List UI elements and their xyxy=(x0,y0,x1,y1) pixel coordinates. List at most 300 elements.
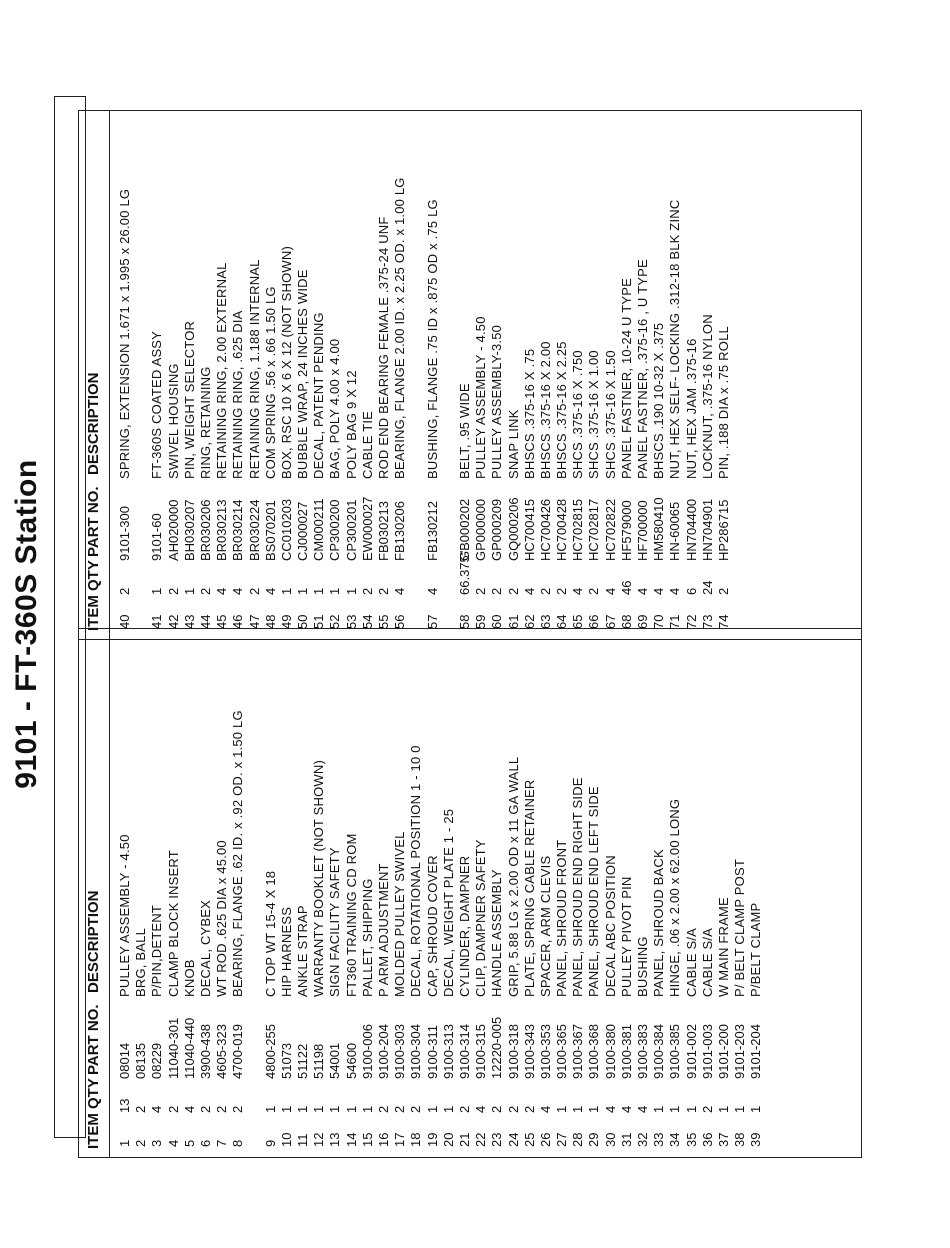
description-cell: PANEL, SHROUD BACK xyxy=(651,849,667,997)
table-row xyxy=(230,111,246,639)
item-cell: 42 xyxy=(165,614,181,629)
table-row xyxy=(700,629,716,1157)
description-cell: BUBBLE WRAP, 24 INCHES WIDE xyxy=(295,269,311,479)
item-cell: 61 xyxy=(505,614,521,629)
qty-cell: 1 xyxy=(732,1105,748,1113)
table-row xyxy=(311,111,327,639)
item-cell: 14 xyxy=(343,1132,359,1147)
part-no-cell: FB030213 xyxy=(376,501,392,561)
part-no-cell: 08135 xyxy=(133,1042,149,1079)
item-cell: 16 xyxy=(376,1132,392,1147)
qty-cell: 1 xyxy=(715,1105,731,1113)
qty-cell: 1 xyxy=(295,587,311,595)
part-no-cell: 9101-002 xyxy=(683,1024,699,1079)
description-cell: PANEL FASTNER, .375-16 , U TYPE xyxy=(635,259,651,479)
part-no-cell: 9100-381 xyxy=(618,1024,634,1079)
header-part-no: PART NO. xyxy=(85,1004,102,1075)
part-no-cell: 9100-383 xyxy=(635,1024,651,1079)
part-no-cell: BR030224 xyxy=(246,499,262,561)
table-row xyxy=(554,629,570,1157)
description-cell: FT360 TRAINING CD ROM xyxy=(343,833,359,997)
item-cell: 36 xyxy=(699,1132,715,1147)
qty-cell: 2 xyxy=(376,1105,392,1113)
header-description: DESCRIPTION xyxy=(85,890,102,993)
item-cell: 10 xyxy=(278,1132,294,1147)
table-row xyxy=(133,629,149,1157)
qty-cell: 4 xyxy=(424,587,440,595)
description-cell: NUT, HEX SELF- LOCKING .312-18 BLK ZINC xyxy=(667,199,683,479)
part-no-cell: HF579000 xyxy=(618,500,634,561)
item-cell: 73 xyxy=(699,614,715,629)
description-cell: BOX, RSC 10 X 6 X 12 (NOT SHOWN) xyxy=(278,246,294,479)
qty-cell: 4 xyxy=(262,587,278,595)
description-cell: KNOB xyxy=(181,959,197,997)
description-cell: W MAIN FRAME xyxy=(715,897,731,997)
rows-right xyxy=(117,111,732,639)
qty-cell: 2 xyxy=(489,1105,505,1113)
item-cell: 20 xyxy=(440,1132,456,1147)
item-cell: 7 xyxy=(214,1139,230,1147)
item-cell: 56 xyxy=(392,614,408,629)
item-cell: 57 xyxy=(424,614,440,629)
part-no-cell: 9100-365 xyxy=(554,1024,570,1079)
part-no-cell: HN704901 xyxy=(699,498,715,561)
description-cell: CAP, SHROUD COVER xyxy=(424,855,440,997)
part-no-cell: 9101-204 xyxy=(748,1024,764,1079)
description-cell: SPACER, ARM CLEVIS xyxy=(537,855,553,997)
description-cell: HANDLE ASSEMBLY xyxy=(489,869,505,997)
description-cell: CYLINDER, DAMPNER xyxy=(456,855,472,997)
qty-cell: 4 xyxy=(570,587,586,595)
table-row xyxy=(311,629,327,1157)
qty-cell: 1 xyxy=(262,1105,278,1113)
part-no-cell: 9100-313 xyxy=(440,1024,456,1079)
item-cell: 27 xyxy=(554,1132,570,1147)
item-cell: 31 xyxy=(618,1132,634,1147)
part-no-cell: 4700-019 xyxy=(230,1024,246,1079)
header-description: DESCRIPTION xyxy=(85,372,102,475)
item-cell: 15 xyxy=(359,1132,375,1147)
table-row xyxy=(295,111,311,639)
qty-cell: 4 xyxy=(214,587,230,595)
description-cell: WARRANTY BOOKLET (NOT SHOWN) xyxy=(311,760,327,997)
header-qty: QTY xyxy=(85,1078,102,1109)
description-cell: SHCS .375-16 X .750 xyxy=(570,350,586,479)
description-cell: CABLE S/A xyxy=(683,928,699,997)
table-row xyxy=(327,629,343,1157)
qty-cell: 6 xyxy=(683,587,699,595)
part-no-cell: 9100-314 xyxy=(456,1024,472,1079)
description-cell: PANEL FASTNER, 10-24 U TYPE xyxy=(618,278,634,479)
part-no-cell: BS070201 xyxy=(262,500,278,561)
header-item: ITEM xyxy=(85,1113,102,1149)
table-row xyxy=(230,629,262,1157)
table-row xyxy=(376,629,392,1157)
table-row xyxy=(295,629,311,1157)
qty-cell: 1 xyxy=(748,1105,764,1113)
item-cell: 72 xyxy=(683,614,699,629)
table-header xyxy=(79,629,109,1157)
part-no-cell: 3900-438 xyxy=(197,1024,213,1079)
table-row xyxy=(570,629,586,1157)
description-cell: COM SPRING .56 x .66 1.50 LG xyxy=(262,286,278,479)
item-cell: 40 xyxy=(117,614,132,629)
table-row xyxy=(716,629,732,1157)
table-row xyxy=(619,629,635,1157)
item-cell: 66 xyxy=(586,614,602,629)
qty-cell: 66.375" xyxy=(456,550,472,595)
description-cell: DECAL, WEIGHT PLATE 1 - 25 xyxy=(440,808,456,997)
description-cell: BRG, BALL xyxy=(133,928,149,997)
part-no-cell: 9101-003 xyxy=(699,1024,715,1079)
description-cell: BEARING, FLANGE .62 ID. x .92 OD. x 1.50 LG xyxy=(230,710,246,997)
qty-cell: 4 xyxy=(181,1105,197,1113)
item-cell: 25 xyxy=(521,1132,537,1147)
description-cell: SHCS .375-16 X 1.50 xyxy=(602,350,618,479)
part-no-cell: 08014 xyxy=(117,1042,132,1079)
item-cell: 70 xyxy=(651,614,667,629)
description-cell: DECAL, PATENT PENDING xyxy=(311,312,327,479)
description-cell: CLIP, DAMPNER SAFETY xyxy=(473,839,489,997)
table-row xyxy=(441,629,457,1157)
item-cell: 33 xyxy=(651,1132,667,1147)
parts-table-left xyxy=(78,628,862,1158)
part-no-cell: CP300201 xyxy=(343,499,359,561)
description-cell: RETAINING RING, 2.00 EXTERNAL xyxy=(214,262,230,479)
item-cell: 46 xyxy=(230,614,246,629)
item-cell: 34 xyxy=(667,1132,683,1147)
part-no-cell: HM580410 xyxy=(651,497,667,561)
qty-cell: 2 xyxy=(214,1105,230,1113)
part-no-cell: GP000000 xyxy=(473,498,489,561)
part-no-cell: 9100-315 xyxy=(473,1024,489,1079)
item-cell: 17 xyxy=(392,1132,408,1147)
rows-left xyxy=(117,629,765,1157)
item-cell: 22 xyxy=(473,1132,489,1147)
description-cell: PULLEY ASSEMBLY - 4.50 xyxy=(473,316,489,479)
parts-table-right xyxy=(78,110,862,640)
part-no-cell: BR030206 xyxy=(197,499,213,561)
description-cell: PANEL, SHROUD FRONT xyxy=(554,839,570,997)
item-cell: 69 xyxy=(635,614,651,629)
qty-cell: 4 xyxy=(618,1105,634,1113)
qty-cell: 1 xyxy=(295,1105,311,1113)
table-row xyxy=(586,629,602,1157)
item-cell: 55 xyxy=(376,614,392,629)
part-no-cell: 51198 xyxy=(311,1043,327,1079)
description-cell: PIN, WEIGHT SELECTOR xyxy=(181,320,197,479)
table-row xyxy=(489,629,505,1157)
description-cell: BELT, .95 WIDE xyxy=(456,383,472,479)
description-cell: BAG, POLY 4.00 x 4.00 xyxy=(327,338,343,479)
table-row xyxy=(667,111,683,639)
table-row xyxy=(425,629,441,1157)
item-cell: 71 xyxy=(667,614,683,629)
description-cell: CABLE TIE xyxy=(359,410,375,479)
description-cell: CLAMP BLOCK INSERT xyxy=(165,850,181,997)
qty-cell: 1 xyxy=(440,1105,456,1113)
qty-cell: 2 xyxy=(117,587,132,595)
qty-cell: 1 xyxy=(570,1105,586,1113)
item-cell: 24 xyxy=(505,1132,521,1147)
table-row xyxy=(538,629,554,1157)
description-cell: BEARING, FLANGE 2.00 ID. x 2.25 OD. x 1.00 LG xyxy=(392,177,408,479)
item-cell: 48 xyxy=(262,614,278,629)
part-no-cell: FB130206 xyxy=(392,501,408,561)
table-row xyxy=(214,629,230,1157)
description-cell: LOCKNUT, .375-16 NYLON xyxy=(699,314,715,479)
table-row xyxy=(619,111,635,639)
table-row xyxy=(117,629,133,1157)
table-row xyxy=(392,629,408,1157)
item-cell: 11 xyxy=(295,1133,311,1147)
item-cell: 12 xyxy=(311,1132,327,1147)
part-no-cell: 9100-385 xyxy=(667,1024,683,1079)
table-row xyxy=(473,629,489,1157)
part-no-cell: 9100-367 xyxy=(570,1024,586,1079)
item-cell: 28 xyxy=(570,1132,586,1147)
description-cell: SIGN FACILITY SAFETY xyxy=(327,847,343,997)
table-row xyxy=(732,629,748,1157)
part-no-cell: 9100-304 xyxy=(408,1024,424,1079)
item-cell: 53 xyxy=(343,614,359,629)
qty-cell: 4 xyxy=(651,587,667,595)
qty-cell: 2 xyxy=(505,1105,521,1113)
qty-cell: 4 xyxy=(149,1105,165,1113)
item-cell: 62 xyxy=(521,614,537,629)
item-cell: 63 xyxy=(537,614,553,629)
qty-cell: 2 xyxy=(473,587,489,595)
part-no-cell: BR030214 xyxy=(230,499,246,561)
qty-cell: 2 xyxy=(376,587,392,595)
item-cell: 47 xyxy=(246,614,262,629)
item-cell: 8 xyxy=(230,1139,246,1147)
page-title: 9101 - FT-360S Station xyxy=(10,459,43,789)
description-cell: ANKLE STRAP xyxy=(295,905,311,997)
description-cell: BHSCS .375-16 X 2.25 xyxy=(554,341,570,479)
table-row xyxy=(635,629,651,1157)
item-cell: 52 xyxy=(327,614,343,629)
qty-cell: 2 xyxy=(359,587,375,595)
qty-cell: 2 xyxy=(699,1105,715,1113)
table-row xyxy=(473,111,489,639)
table-row xyxy=(684,111,700,639)
part-no-cell: GB000202 xyxy=(456,498,472,561)
table-row xyxy=(457,111,473,639)
table-row xyxy=(376,111,392,639)
qty-cell: 1 xyxy=(667,1105,683,1113)
qty-cell: 1 xyxy=(424,1105,440,1113)
part-no-cell: 54600 xyxy=(343,1042,359,1079)
description-cell: POLY BAG 9 X 12 xyxy=(343,370,359,479)
part-no-cell: 54001 xyxy=(327,1042,343,1079)
table-row xyxy=(554,111,570,639)
description-cell: SPRING, EXTENSION 1.671 x 1.995 x 26.00 LG xyxy=(117,188,132,479)
item-cell: 39 xyxy=(748,1132,764,1147)
qty-cell: 4 xyxy=(635,1105,651,1113)
table-row xyxy=(182,111,198,639)
description-cell: PULLEY ASSEMBLY - 4.50 xyxy=(117,834,132,997)
table-row xyxy=(748,629,764,1157)
description-cell: FT-360S COATED ASSY xyxy=(149,330,165,479)
qty-cell: 4 xyxy=(521,587,537,595)
qty-cell: 2 xyxy=(197,1105,213,1113)
description-cell: P/BELT CLAMP xyxy=(748,902,764,997)
part-no-cell: 9101-300 xyxy=(117,506,132,561)
part-no-cell: 51122 xyxy=(295,1043,311,1079)
qty-cell: 1 xyxy=(327,1105,343,1113)
item-cell: 41 xyxy=(149,614,165,629)
item-cell: 21 xyxy=(456,1132,472,1147)
qty-cell: 4 xyxy=(635,587,651,595)
table-row xyxy=(570,111,586,639)
table-header xyxy=(79,111,109,639)
qty-cell: 1 xyxy=(311,1105,327,1113)
description-cell: PANEL, SHROUD END LEFT SIDE xyxy=(586,786,602,997)
header-divider xyxy=(109,629,110,1157)
description-cell: PULLEY ASSEMBLY-3.50 xyxy=(489,324,505,479)
table-row xyxy=(506,629,522,1157)
table-row xyxy=(247,111,263,639)
qty-cell: 1 xyxy=(683,1105,699,1113)
part-no-cell: 9100-006 xyxy=(359,1024,375,1079)
qty-cell: 1 xyxy=(343,1105,359,1113)
description-cell: RETAINING RING, .625 DIA xyxy=(230,310,246,479)
description-cell: MOLDED PULLEY SWIVEL xyxy=(392,831,408,997)
table-row xyxy=(149,629,165,1157)
item-cell: 9 xyxy=(262,1139,278,1147)
item-cell: 51 xyxy=(311,614,327,629)
item-cell: 54 xyxy=(359,614,375,629)
table-row xyxy=(716,111,732,639)
qty-cell: 1 xyxy=(359,1105,375,1113)
table-row xyxy=(603,111,619,639)
table-row xyxy=(263,111,279,639)
qty-cell: 13 xyxy=(117,1098,132,1113)
qty-cell: 4 xyxy=(602,1105,618,1113)
part-no-cell: FB130212 xyxy=(424,501,440,561)
qty-cell: 2 xyxy=(505,587,521,595)
qty-cell: 1 xyxy=(554,1105,570,1113)
item-cell: 49 xyxy=(278,614,294,629)
table-row xyxy=(408,629,424,1157)
description-cell: HINGE, .06 x 2.00 x 62.00 LONG xyxy=(667,798,683,997)
qty-cell: 2 xyxy=(489,587,505,595)
table-row xyxy=(166,111,182,639)
header-qty: QTY xyxy=(85,560,102,591)
part-no-cell: 9100-311 xyxy=(424,1025,440,1079)
table-row xyxy=(279,111,295,639)
description-cell: HIP HARNESS xyxy=(278,906,294,997)
part-no-cell: CM000211 xyxy=(311,498,327,561)
description-cell: PANEL, SHROUD END RIGHT SIDE xyxy=(570,777,586,997)
description-cell: DECAL, ROTATIONAL POSITION 1 - 10 0 xyxy=(408,745,424,997)
table-row xyxy=(425,111,457,639)
part-no-cell: 4605-323 xyxy=(214,1024,230,1079)
qty-cell: 2 xyxy=(246,587,262,595)
item-cell: 26 xyxy=(537,1132,553,1147)
description-cell: PLATE, SPRING CABLE RETAINER xyxy=(521,779,537,997)
table-row xyxy=(198,111,214,639)
part-no-cell: BR030213 xyxy=(214,499,230,561)
part-no-cell: BH030207 xyxy=(181,499,197,561)
table-row xyxy=(149,111,165,639)
qty-cell: 1 xyxy=(181,587,197,595)
part-no-cell: GQ000206 xyxy=(505,497,521,561)
part-no-cell: 11040-440 xyxy=(181,1017,197,1079)
item-cell: 45 xyxy=(214,614,230,629)
part-no-cell: 11040-301 xyxy=(165,1017,181,1079)
qty-cell: 1 xyxy=(278,1105,294,1113)
description-cell: C TOP WT 15-4 X 18 xyxy=(262,870,278,997)
description-cell: SNAP LINK xyxy=(505,409,521,479)
description-cell: BHSCS .375-16 X 2.00 xyxy=(537,341,553,479)
header-item: ITEM xyxy=(85,595,102,631)
part-no-cell: HC702815 xyxy=(570,498,586,561)
part-no-cell: 08229 xyxy=(149,1042,165,1079)
description-cell: CABLE S/A xyxy=(699,928,715,997)
qty-cell: 4 xyxy=(537,1105,553,1113)
table-row xyxy=(522,111,538,639)
part-no-cell: 9101-200 xyxy=(715,1024,731,1079)
qty-cell: 4 xyxy=(392,587,408,595)
item-cell: 2 xyxy=(133,1139,149,1147)
part-no-cell: HC700415 xyxy=(521,498,537,561)
table-row xyxy=(360,111,376,639)
qty-cell: 4 xyxy=(667,587,683,595)
description-cell: P/ BELT CLAMP POST xyxy=(732,859,748,997)
part-no-cell: 4800-255 xyxy=(262,1024,278,1079)
qty-cell: 46 xyxy=(618,580,634,595)
table-row xyxy=(182,629,198,1157)
qty-cell: 2 xyxy=(133,1105,149,1113)
table-row xyxy=(214,111,230,639)
table-row xyxy=(457,629,473,1157)
part-no-cell: CC010203 xyxy=(278,498,294,561)
qty-cell: 1 xyxy=(343,587,359,595)
part-no-cell: 9100-353 xyxy=(537,1024,553,1079)
qty-cell: 24 xyxy=(699,580,715,595)
part-no-cell: HC700428 xyxy=(554,498,570,561)
part-no-cell: HC702822 xyxy=(602,498,618,561)
item-cell: 37 xyxy=(715,1132,731,1147)
item-cell: 5 xyxy=(181,1139,197,1147)
item-cell: 29 xyxy=(586,1132,602,1147)
table-row xyxy=(279,629,295,1157)
description-cell: P ARM ADJUSTMENT xyxy=(376,863,392,997)
item-cell: 50 xyxy=(295,614,311,629)
table-row xyxy=(489,111,505,639)
qty-cell: 1 xyxy=(278,587,294,595)
description-cell: DECAL, CYBEX xyxy=(197,899,213,997)
part-no-cell: 9100-204 xyxy=(376,1024,392,1079)
description-cell: PULLEY PIVOT PIN xyxy=(618,876,634,997)
item-cell: 74 xyxy=(715,614,731,629)
qty-cell: 2 xyxy=(230,1105,246,1113)
item-cell: 32 xyxy=(635,1132,651,1147)
qty-cell: 2 xyxy=(165,1105,181,1113)
item-cell: 59 xyxy=(473,614,489,629)
part-no-cell: 9101-60 xyxy=(149,513,165,561)
item-cell: 3 xyxy=(149,1139,165,1147)
item-cell: 35 xyxy=(683,1132,699,1147)
header-divider xyxy=(109,111,110,639)
table-row xyxy=(344,111,360,639)
item-cell: 64 xyxy=(554,614,570,629)
description-cell: SHCS .375-16 X 1.00 xyxy=(586,350,602,479)
table-row xyxy=(538,111,554,639)
description-cell: P/PIN,DETENT xyxy=(149,905,165,997)
